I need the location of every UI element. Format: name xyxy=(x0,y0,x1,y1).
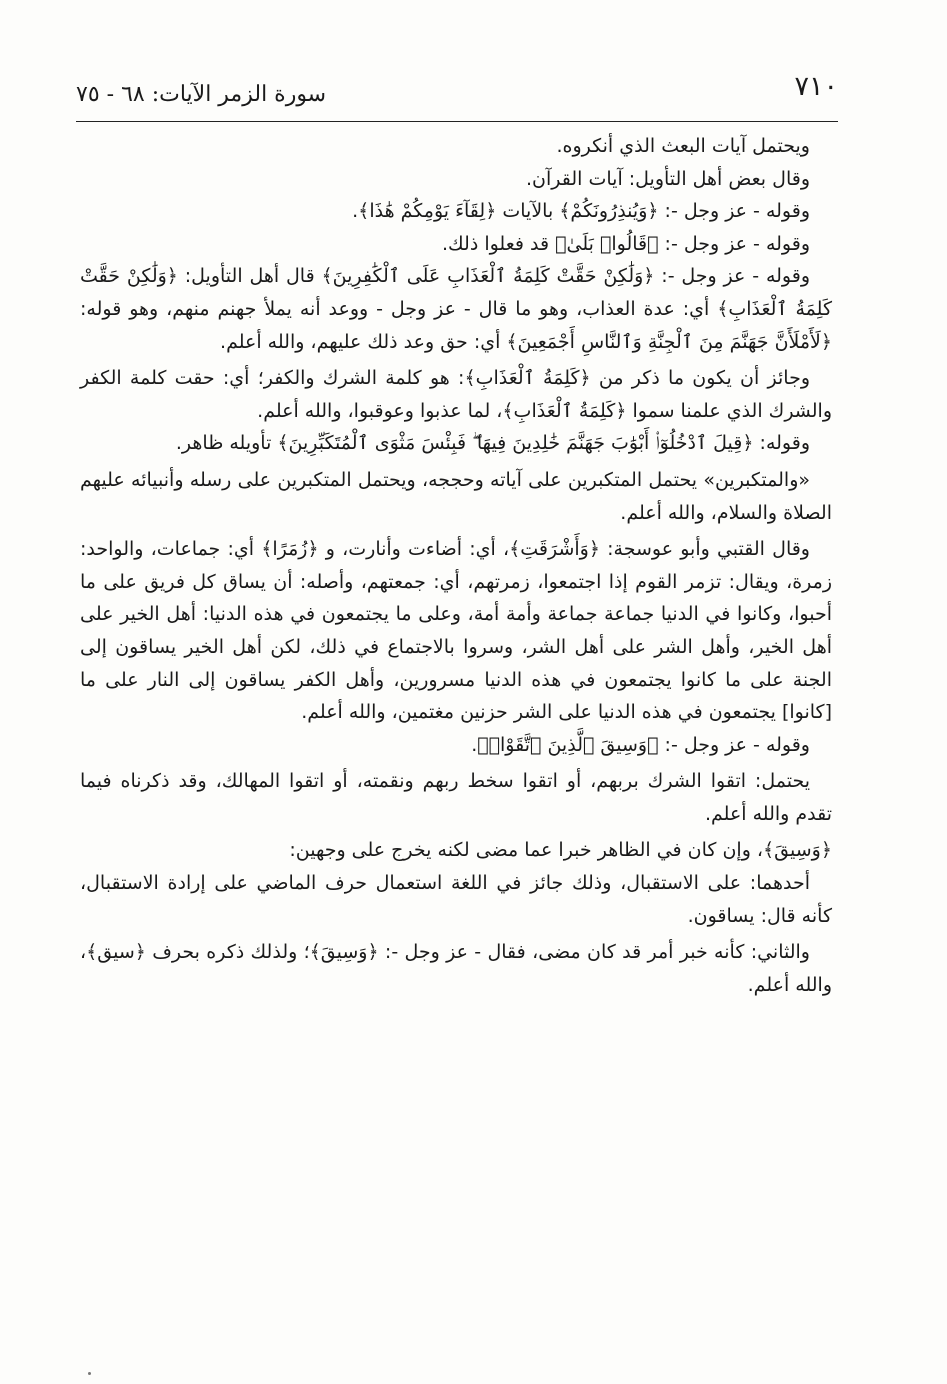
paragraph: وقال القتبي وأبو عوسجة: ﴿وَأَشْرَقَتِ﴾، أي: أضاءت وأنارت، و ﴿زُمَرًا﴾ أي: جماعات، والواحد: زمرة، ويقال: تزمر القوم إذا اجتمعوا، زمرتهم، أي: جمعتهم، وأصله: أن يساق كل فريق على ما أحبوا، وكانوا في الدنيا جماعة جماعة وأمة أمة، وعلى ما يجتمعون في هذه الدنيا: أهل الخير على أهل الخير، وأهل الشر على أهل الشر، وسروا بالاجتماع في ذلك، لكن أهل الخير يساقون إلى الجنة على ما كانوا يجتمعون في هذه الدنيا مسرورين، وأهل الكفر يساقون إلى النار على ما [كانوا] يجتمعون في هذه الدنيا على الشر حزنين مغتمين، والله أعلم. xyxy=(80,538,832,724)
paragraph: وقوله - عز وجل -: ﴿وَسِيقَ ٱلَّذِينَ ٱتَّقَوْا۟﴾. xyxy=(471,733,810,756)
header-rule xyxy=(76,121,838,122)
paragraph: وقوله - عز وجل -: ﴿قَالُوا۟ بَلَىٰ﴾ قد فعلوا ذلك. xyxy=(441,232,810,255)
paragraph: أحدهما: على الاستقبال، وذلك جائز في اللغة استعمال حرف الماضي على إرادة الاستقبال، كأنه قال: يساقون. xyxy=(80,872,832,927)
paragraph: والثاني: كأنه خبر أمر قد كان مضى، فقال - عز وجل -: ﴿وَسِيقَ﴾؛ ولذلك ذكره بحرف ﴿سيق﴾، والله أعلم. xyxy=(80,941,832,996)
running-title: سورة الزمر الآيات: ٦٨ - ٧٥ xyxy=(76,82,327,107)
paragraph: يحتمل: اتقوا الشرك بربهم، أو اتقوا سخط ربهم ونقمته، أو اتقوا المهالك، وقد ذكرناه فيما تقدم والله أعلم. xyxy=(80,770,832,825)
paragraph: وقال بعض أهل التأويل: آيات القرآن. xyxy=(526,167,810,190)
paragraph: ﴿وَسِيقَ﴾، وإن كان في الظاهر خبرا عما مضى لكنه يخرج على وجهين: xyxy=(289,839,832,862)
paragraph: وقوله: ﴿قِيلَ ٱدْخُلُوٓا۟ أَبْوَٰبَ جَهَنَّمَ خَٰلِدِينَ فِيهَا ۖ فَبِئْسَ مَثْوَى ٱلْمُتَكَبِّرِينَ﴾ تأويله ظاهر. xyxy=(175,432,810,455)
margin-dot xyxy=(88,1372,91,1375)
paragraph: وقوله - عز وجل -: ﴿وَيُنذِرُونَكُمْ﴾ بالآيات ﴿لِقَآءَ يَوْمِكُمْ هَٰذَا﴾. xyxy=(352,200,810,223)
page-number: ٧١٠ xyxy=(794,71,838,102)
page-header xyxy=(76,70,838,120)
paragraph: «والمتكبرين» يحتمل المتكبرين على آياته وحججه، ويحتمل المتكبرين على رسله وأنبيائه عليهم الصلاة والسلام، والله أعلم. xyxy=(80,468,832,524)
paragraph: ويحتمل آيات البعث الذي أنكروه. xyxy=(556,135,810,157)
body-text xyxy=(80,130,832,1001)
paragraph: وجائز أن يكون ما ذكر من ﴿كَلِمَةُ ٱلْعَذَابِ﴾: هو كلمة الشرك والكفر؛ أي: حقت كلمة الكفر والشرك الذي علمنا سموا ﴿كَلِمَةُ ٱلْعَذَابِ﴾، لما عذبوا وعوقبوا، والله أعلم. xyxy=(80,367,832,422)
paragraph: وقوله - عز وجل -: ﴿وَلَٰكِنْ حَقَّتْ كَلِمَةُ ٱلْعَذَابِ عَلَى ٱلْكَٰفِرِينَ﴾ قال أهل التأويل: ﴿وَلَٰكِنْ حَقَّتْ كَلِمَةُ ٱلْعَذَابِ﴾ أي: عدة العذاب، وهو ما قال - عز وجل - ووعد أنه يملأ جهنم منهم، وهو قوله: ﴿لَأَمْلَأَنَّ جَهَنَّمَ مِنَ ٱلْجِنَّةِ وَٱلنَّاسِ أَجْمَعِينَ﴾ أي: حق وعد ذلك عليهم، والله أعلم. xyxy=(80,265,832,353)
